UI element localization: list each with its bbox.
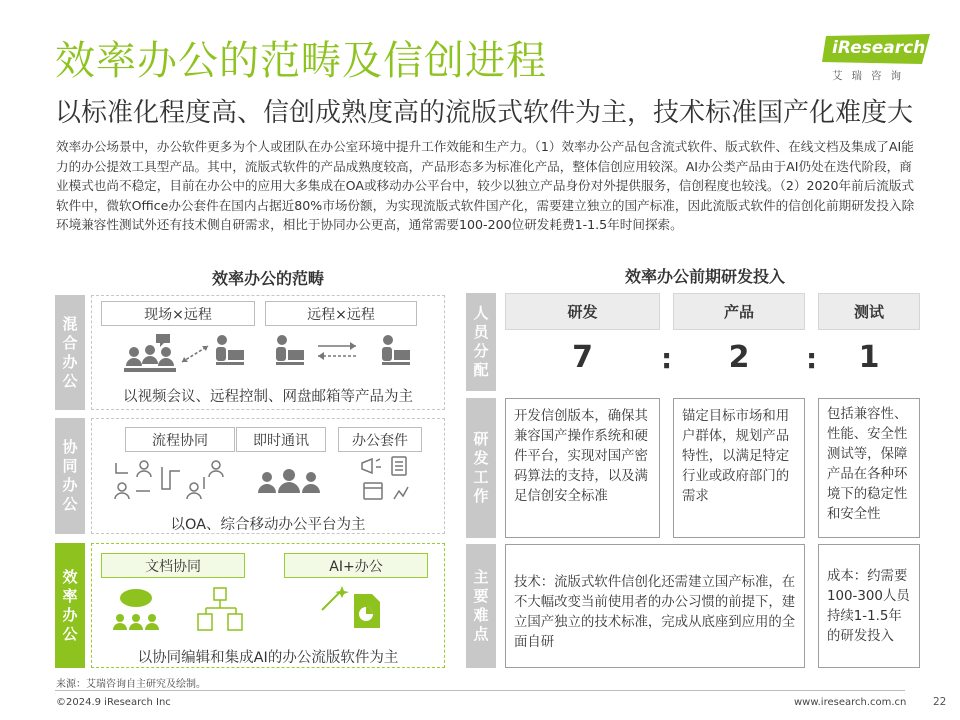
right-section-title: 效率办公前期研发投入 <box>624 267 785 286</box>
doc-collab-icon <box>110 586 250 638</box>
ratio-product: 2 <box>728 340 750 375</box>
team-chat-icon <box>255 467 325 503</box>
ai-office-icon <box>320 584 390 636</box>
difficulty-tech: 技术：流版式软件信创化还需建立国产标准，在不大幅改变当前使用者的办公习惯的前提下，建立国产独立的技术标准，完成从底座到应用的全面自研 <box>505 544 805 668</box>
logo-sub: 艾瑞咨询 <box>832 70 910 82</box>
work-rd: 开发信创版本，确保其兼容国产操作系统和硬件平台，实现对国产密码算法的支持，以及满足信创安全标准 <box>505 398 660 538</box>
caption-hybrid: 以视频会议、远程控制、网盘邮箱等产品为主 <box>123 389 413 405</box>
ratio-rd: 7 <box>572 340 593 375</box>
row-label-staffing: 人员分配 <box>466 293 496 391</box>
iresearch-logo <box>822 34 932 84</box>
caption-collab: 以OA、综合移动办公平台为主 <box>170 517 366 533</box>
page-subtitle: 以标准化程度高、信创成熟度高的流版式软件为主，技术标准国产化难度大 <box>55 98 914 128</box>
remote-work-icon <box>270 332 420 380</box>
left-section-title: 效率办公的范畴 <box>211 269 324 288</box>
row-label-difficulty: 主要难点 <box>466 544 496 668</box>
office-suite-icon <box>358 453 422 503</box>
caption-efficiency: 以协同编辑和集成AI的办公流版软件为主 <box>137 650 399 666</box>
chip-instant-messaging: 即时通讯 <box>236 427 326 452</box>
difficulty-cost: 成本：约需要100-300人员持续1-1.5年的研发投入 <box>818 544 920 668</box>
page-title: 效率办公的范畴及信创进程 <box>55 38 547 84</box>
page-number: 22 <box>933 696 947 708</box>
col-head-rd: 研发 <box>505 293 660 330</box>
chip-workflow-collab: 流程协同 <box>125 427 235 452</box>
work-product: 锚定目标市场和用户群体，规划产品特性，以满足特定行业或政府部门的需求 <box>673 398 805 538</box>
chip-doc-collab: 文档协同 <box>101 553 245 578</box>
logo-brand: iResearch <box>832 38 926 58</box>
copyright: ©2024.9 iResearch Inc <box>56 697 171 708</box>
col-head-product: 产品 <box>673 293 805 330</box>
footer-divider <box>55 690 905 691</box>
workflow-icon <box>106 459 236 503</box>
video-meeting-icon <box>116 332 256 380</box>
panel-collab-office <box>91 418 445 534</box>
ratio-colon-1: : <box>661 342 673 375</box>
row-label-rd-work: 研发工作 <box>466 398 496 538</box>
ratio-test: 1 <box>858 340 880 375</box>
chip-onsite-remote: 现场×远程 <box>101 301 255 326</box>
work-test: 包括兼容性、性能、安全性测试等，保障产品在各种环境下的稳定性和安全性 <box>818 398 920 538</box>
panel-hybrid-office <box>91 295 445 410</box>
chip-office-suite: 办公套件 <box>338 427 422 452</box>
ratio-colon-2: : <box>806 342 818 375</box>
row-label-efficiency: 效率办公 <box>55 543 85 668</box>
col-head-test: 测试 <box>818 293 920 330</box>
source-note: 来源：艾瑞咨询自主研究及绘制。 <box>56 679 206 690</box>
row-label-collab: 协同办公 <box>55 418 85 534</box>
row-label-hybrid: 混合办公 <box>55 295 85 410</box>
website-url: www.iresearch.com.cn <box>794 697 907 708</box>
chip-remote-remote: 远程×远程 <box>265 301 417 326</box>
panel-efficiency-office <box>91 543 445 668</box>
chip-ai-office: AI+办公 <box>284 553 428 578</box>
intro-paragraph: 效率办公场景中，办公软件更多为个人或团队在办公室环境中提升工作效能和生产力。（1）效率办公产品包含流式软件、版式软件、在线文档及集成了AI能力的办公提效工具型产品。其中，流版式软件的产品成熟度较高，产品形态多为标准化产品，整体信创应用较深。AI办公类产品由于AI仍处在迭代阶段，商业模式也尚不稳定，目前在办公中的应用大多集成在OA或移动办公平台中，较少以独立产品身份对外提供服务，信创程度也较浅。（2）2020年前后流版式软件中，微软Office办公套件在国内占据近80%市场份额，为实现流版式软件国产化，需要建立独立的国产标准，因此流版式软件的信创化前期研发投入除环境兼容性测试外还有技术侧自研需求，相比于协同办公更高，通常需要100-200位研发耗费1-1.5年时间探索。 <box>56 139 915 233</box>
